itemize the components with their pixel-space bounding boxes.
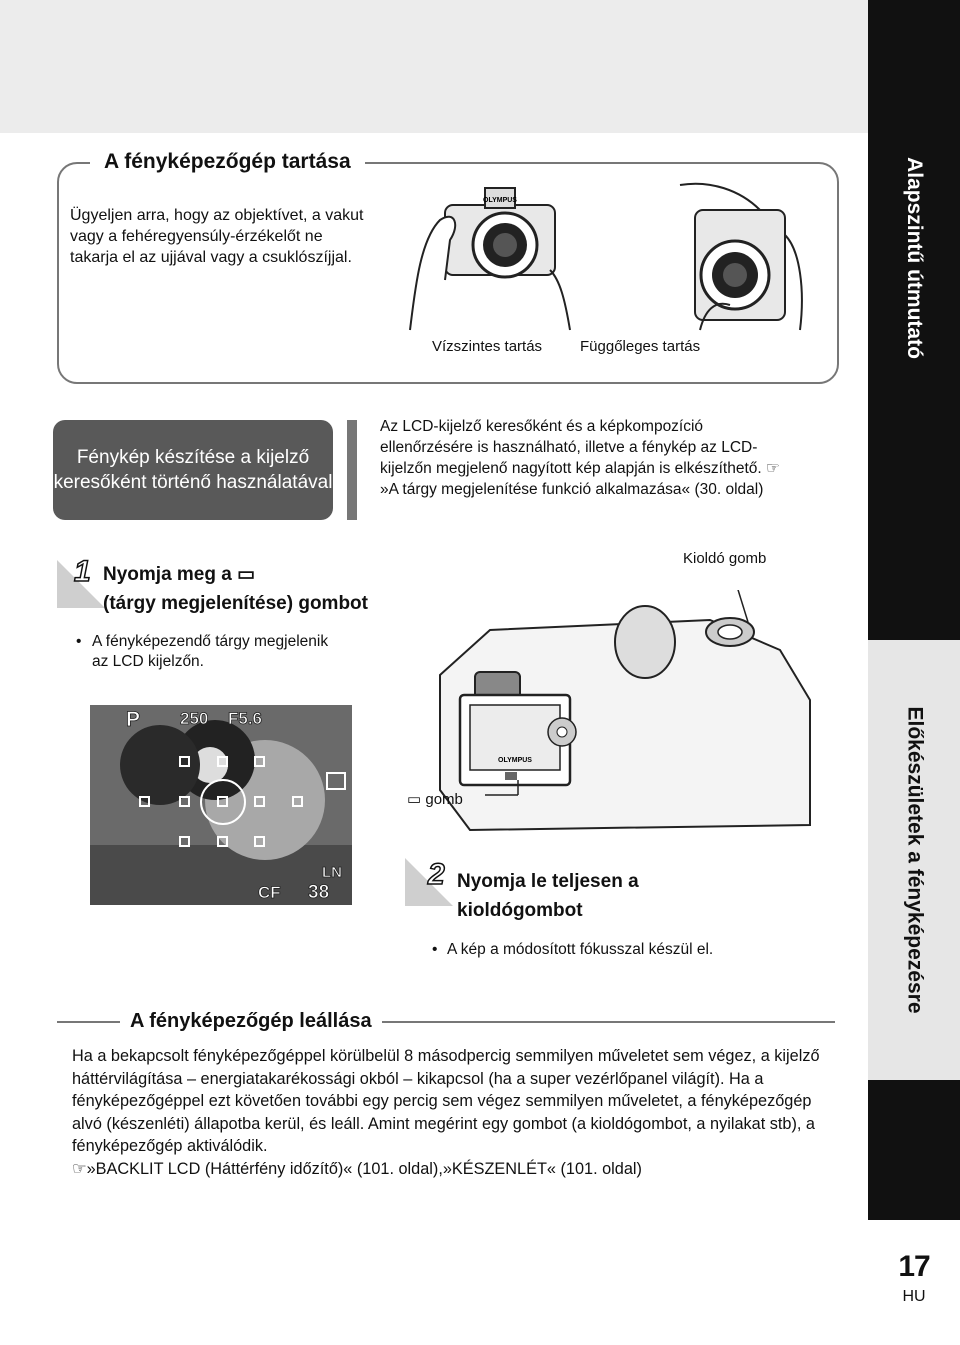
lcd-card: CF: [258, 883, 281, 902]
step1-title-suffix: (tárgy megjelenítése) gombot: [103, 593, 368, 614]
step1-title: [103, 560, 368, 618]
lcd-section-bar: [347, 420, 357, 520]
sidebar-tab-basic: [868, 133, 960, 383]
lcd-viewfinder-title: Fénykép készítése a kijelző keresőként történő használatával: [53, 447, 333, 493]
horizontal-brand: OLYMPUS: [483, 197, 517, 204]
live-view-caption-icon: ▭: [407, 791, 422, 808]
step2-number: 2: [428, 858, 445, 891]
lcd-mode: P: [126, 708, 141, 731]
shutdown-title: A fényképezőgép leállása: [120, 1010, 382, 1033]
page-number: 17: [898, 1250, 930, 1283]
sidebar-tab-prep: [868, 640, 960, 1080]
sidebar-tab-basic-label: Alapszintű útmutató: [903, 157, 927, 359]
step1-title-prefix: Nyomja meg a: [103, 564, 232, 585]
lcd-shutter: 250: [180, 709, 209, 728]
vertical-hold-illustration: [640, 180, 820, 340]
holding-text: Ügyeljen arra, hogy az objektívet, a vakut vagy a fehéregyensúly-érzékelőt ne takarja el az ujjával vagy a csuklószíjjal.: [70, 207, 364, 266]
lcd-viewfinder-box: [53, 420, 333, 520]
camera-back-illustration: [430, 590, 830, 835]
shutdown-text: Ha a bekapcsolt fényképezőgéppel körülbelül 8 másodpercig semmilyen műveletet sem végez, a kijelző háttérvilágítása – energiatakarékossági okból – kikapcsol (ha a super vezérlőpanel világít). Ha a fényképezőgéppel ezt követően további egy percig sem végez semmilyen műveletet, a fényképezőgép alvó (készenléti) állapotba kerül, és leáll. Amint megérint egy gombot (a kioldógombot, a nyilakat stb), a fényképezőgép aktiválódik.: [72, 1047, 820, 1155]
reference-icon: ☞: [766, 460, 780, 477]
lcd-frames: 38: [308, 882, 330, 903]
top-band: [0, 0, 868, 133]
horizontal-hold-illustration: [400, 180, 600, 340]
page-number-block: [868, 1220, 960, 1345]
step2-title: Nyomja le teljesen a kioldógombot: [457, 871, 639, 921]
step2-bullet: A kép a módosított fókusszal készül el.: [447, 941, 714, 958]
lcd-aperture: F5.6: [228, 709, 263, 728]
horizontal-hold-caption: Vízszintes tartás: [432, 338, 543, 355]
step1-number: 1: [74, 555, 91, 588]
lcd-preview-svg: [90, 705, 352, 905]
live-view-caption-text: gomb: [425, 791, 463, 808]
camera-brand: OLYMPUS: [498, 757, 532, 764]
sidebar-tab-prep-label: Előkészületek a fényképezésre: [903, 706, 927, 1014]
step2-bullet-dot: •: [432, 941, 438, 958]
holding-title: A fényképezőgép tartása: [90, 150, 365, 174]
lcd-preview-photo: [90, 705, 352, 905]
lcd-text: Az LCD-kijelző keresőként és a képkompozíció ellenőrzésére is használható, illetve a fénykép az LCD-kijelzőn megjelenő nagyított kép alapján is elkészíthető.: [380, 418, 762, 477]
shutdown-reference: »BACKLIT LCD (Háttérfény időzítő)« (101. oldal),»KÉSZENLÉT« (101. oldal): [86, 1159, 642, 1178]
shutdown-text-block: [72, 1045, 832, 1180]
step1-bullet: A fényképezendő tárgy megjelenik az LCD kijelzőn.: [92, 633, 329, 670]
vertical-hold-caption: Függőleges tartás: [580, 338, 701, 355]
step1-bullet-dot: •: [76, 633, 82, 650]
live-view-button-caption: [407, 790, 463, 808]
live-view-button-icon: ▭: [237, 564, 256, 585]
sidebar: [868, 0, 960, 1345]
lcd-quality: LN: [322, 864, 342, 881]
shutter-button-caption: Kioldó gomb: [683, 550, 767, 567]
reference-icon: ☞: [72, 1159, 87, 1178]
lcd-text-block: [380, 416, 780, 500]
page-language: HU: [902, 1288, 926, 1305]
lcd-reference: »A tárgy megjelenítése funkció alkalmazása« (30. oldal): [380, 481, 764, 498]
